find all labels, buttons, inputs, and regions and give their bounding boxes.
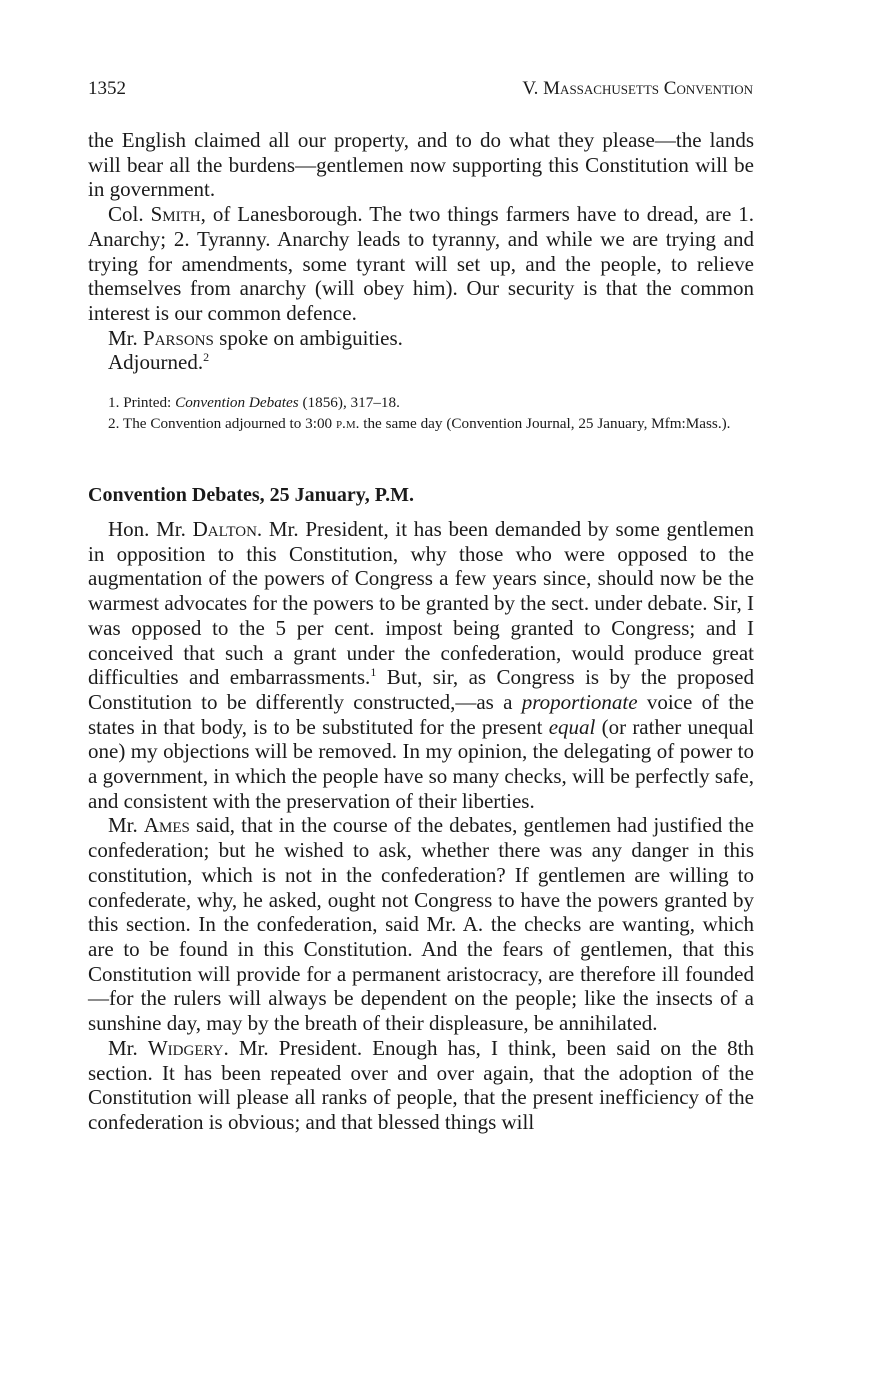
paragraph-text: (or rather unequal one) my objections will be removed. In my opinion, the delegating of power to a government, in which the people have so many checks, will be perfectly safe, and consistent with the preservation of their liberties. xyxy=(88,714,754,813)
italic-word: proportionate xyxy=(521,689,638,714)
footnote-italic: Convention Debates xyxy=(175,394,299,412)
paragraph-text: said, that in the course of the debates, gentlemen had justified the confederation; but he wished to ask, whether there was any danger in this constitution, which is not in the confederation? If gentlemen are willing to confederate, why, he asked, ought not Congress to have the powers granted by this section. In the confederation, said Mr. A. the checks are wanting, which are to be found in this Constitution. And the fears of gentlemen, that this Constitution will provide for a permanent aristocracy, are therefore ill founded—for the rulers will always be dependent on the people; like the insects of a sunshine day, may by the breath of their displeasure, be annihilated. xyxy=(88,813,754,1036)
footnote-text: (1856), 317–18. xyxy=(298,394,400,412)
footnote-2 xyxy=(88,414,754,435)
paragraph-text: , of Lanesborough. The two things farmers have to dread, are 1. Anarchy; 2. Tyranny. Anarchy leads to tyranny, and while we are trying and trying for amendments, some tyrant will set up, and the people, to relieve themselves from anarchy (will obey him). Our security is that the common interest is our common defence. xyxy=(88,202,754,325)
paragraph-text: . Mr. President. Enough has, I think, been said on the 8th section. It has been repeated over and over again, that the adoption of the Constitution will please all ranks of people, that the present inefficiency of the confederation is obvious; and that blessed things will xyxy=(88,1035,754,1134)
speaker-name: Widgery xyxy=(147,1035,224,1060)
running-title: V. Massachusetts Convention xyxy=(522,78,753,99)
adjourned-text: Adjourned. xyxy=(108,350,204,375)
footnote-small-caps: p.m. xyxy=(335,414,360,432)
speaker-prefix: Col. xyxy=(108,202,151,227)
continuation-paragraph: the English claimed all our property, and to do what they please—the lands will bear all the burdens—gentlemen now supporting this Constitution will be in government. xyxy=(88,128,754,202)
speaker-name: Parsons xyxy=(143,325,214,350)
footnote-text: 1. Printed: xyxy=(108,394,176,412)
speaker-prefix: Hon. Mr. xyxy=(108,517,193,542)
adjourned-line xyxy=(88,350,754,375)
paragraph-text: . Mr. President, it has been demanded by some gentlemen in opposition to this Constitution, why those who were opposed to the augmentation of the powers of Congress a few years since, should now be the warmest advocates for the powers to be granted by the sect. under debate. Sir, I was opposed to the 5 per cent. impost being granted to Congress; and I conceived that such a grant under the confederation, would produce great difficulties and embarrassments. xyxy=(88,517,754,690)
paragraph-text: spoke on ambiguities. xyxy=(213,325,403,350)
speaker-prefix: Mr. xyxy=(108,325,144,350)
section-heading: Convention Debates, 25 January, P.M. xyxy=(88,484,414,507)
footnote-ref-2: 2 xyxy=(203,350,210,365)
speaker-name: Ames xyxy=(143,813,190,838)
speaker-prefix: Mr. xyxy=(108,1035,148,1060)
speaker-name: Dalton xyxy=(192,517,257,542)
paragraph-text: But, sir, as Congress is by the proposed Constitution to be differently constructed,—as a xyxy=(88,665,754,714)
italic-word: equal xyxy=(548,714,596,739)
footnote-text: the same day (Convention Journal, 25 January, Mfm:Mass.). xyxy=(359,414,731,432)
paragraph-parsons xyxy=(88,326,754,351)
paragraph-text: voice of the states in that body, is to be substituted for the present xyxy=(88,689,754,739)
body-text xyxy=(88,128,754,1135)
speaker-name: Smith xyxy=(150,202,201,227)
paragraph-widgery xyxy=(88,1036,754,1135)
footnote-text: 2. The Convention adjourned to 3:00 xyxy=(108,414,336,432)
paragraph-smith xyxy=(88,202,754,326)
speaker-prefix: Mr. xyxy=(108,813,144,838)
paragraph-dalton xyxy=(88,517,754,813)
running-head xyxy=(88,78,753,100)
footnotes xyxy=(88,393,754,434)
footnote-1 xyxy=(88,393,754,414)
footnote-ref-1: 1 xyxy=(370,665,377,680)
paragraph-ames xyxy=(88,813,754,1035)
page-number: 1352 xyxy=(88,78,126,99)
